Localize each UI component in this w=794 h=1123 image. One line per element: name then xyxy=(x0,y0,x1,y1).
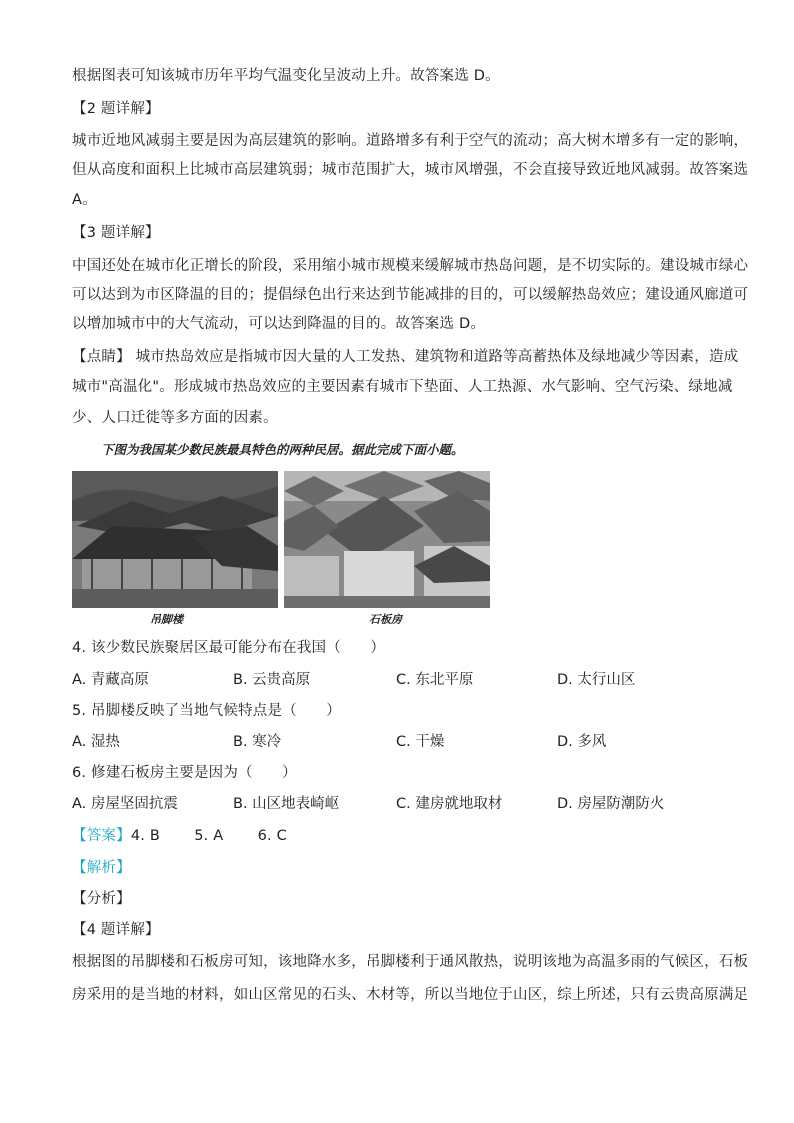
question-4-stem: 4. 该少数民族聚居区最可能分布在我国（ ） xyxy=(72,640,386,656)
text-line: 可以达到为市区降温的目的；提倡绿色出行来达到节能减排的目的，可以缓解热岛效应；建设通风廊道可 xyxy=(72,287,749,303)
q5-option-c: C. 干燥 xyxy=(396,734,445,750)
answer-label: 【答案】 xyxy=(72,828,131,844)
q5-option-a: A. 湿热 xyxy=(72,734,120,750)
answer-text: 4. B 5. A 6. C xyxy=(130,828,287,844)
text-line: 房采用的是当地的材料，如山区常见的石头、木材等，所以当地位于山区，综上所述，只有云贵高原满足 xyxy=(72,987,749,1003)
q5-option-b: B. 寒冷 xyxy=(233,734,282,750)
text-line: A。 xyxy=(72,192,97,208)
text-line: 【点睛】 城市热岛效应是指城市因大量的人工发热、建筑物和道路等高蓄热体及绿地减少等因素，造成 xyxy=(72,349,739,365)
q4-option-b: B. 云贵高原 xyxy=(233,672,311,688)
q6-option-d: D. 房屋防潮防火 xyxy=(557,796,665,812)
answer-line xyxy=(72,826,287,846)
figure-intro: 下图为我国某少数民族最具特色的两种民居。据此完成下面小题。 xyxy=(101,442,464,457)
text-line: 根据图的吊脚楼和石板房可知，该地降水多，吊脚楼利于通风散热，说明该地为高温多雨的气候区，石板 xyxy=(72,954,749,970)
text-line: 城市"高温化"。形成城市热岛效应的主要因素有城市下垫面、人工热源、水气影响、空气污染、绿地减 xyxy=(72,379,733,395)
text-line: 以增加城市中的大气流动，可以达到降温的目的。故答案选 D。 xyxy=(72,316,486,332)
question-6-stem: 6. 修建石板房主要是因为（ ） xyxy=(72,765,297,781)
photo-caption-stone: 石板房 xyxy=(369,613,402,626)
q6-option-a: A. 房屋坚固抗震 xyxy=(72,796,178,812)
section-heading: 【3 题详解】 xyxy=(72,225,160,241)
q4-option-a: A. 青藏高原 xyxy=(72,672,149,688)
q5-option-d: D. 多风 xyxy=(557,734,607,750)
text-line: 根据图表可知该城市历年平均气温变化呈波动上升。故答案选 D。 xyxy=(72,68,500,84)
q4-detail-label: 【4 题详解】 xyxy=(72,922,160,938)
q6-option-b: B. 山区地表崎岖 xyxy=(233,796,340,812)
text-line: 城市近地风减弱主要是因为高层建筑的影响。道路增多有利于空气的流动；高大树木增多有一定的影响， xyxy=(72,133,749,149)
q6-option-c: C. 建房就地取材 xyxy=(396,796,503,812)
text-line: 中国还处在城市化正增长的阶段，采用缩小城市规模来缓解城市热岛问题，是不切实际的。建设城市绿心 xyxy=(72,258,749,274)
section-heading: 【2 题详解】 xyxy=(72,101,160,117)
text-line: 但从高度和面积上比城市高层建筑弱；城市范围扩大，城市风增强，不会直接导致近地风减弱。故答案选 xyxy=(72,162,749,178)
fenxi-label: 【分析】 xyxy=(72,891,131,907)
analysis-label: 【解析】 xyxy=(72,860,131,876)
stone-house-photo xyxy=(284,471,490,608)
stilt-house-photo xyxy=(72,471,278,608)
question-5-stem: 5. 吊脚楼反映了当地气候特点是（ ） xyxy=(72,703,341,719)
q4-option-c: C. 东北平原 xyxy=(396,672,474,688)
text-line: 少、人口迁徙等多方面的因素。 xyxy=(72,410,278,426)
photo-caption-stilt: 吊脚楼 xyxy=(150,613,183,626)
q4-option-d: D. 太行山区 xyxy=(557,672,636,688)
